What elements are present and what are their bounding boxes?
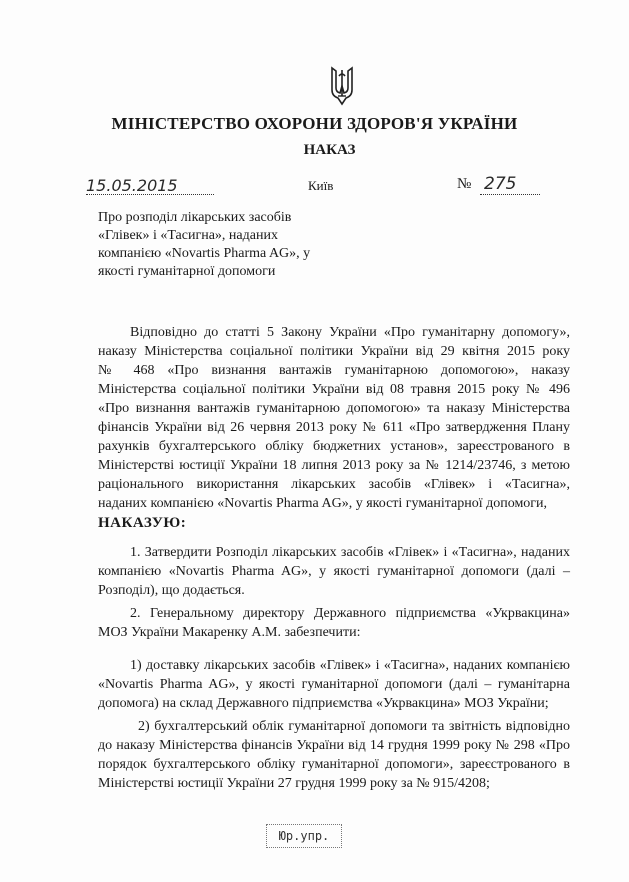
trident-emblem-icon	[329, 66, 355, 106]
order-city: Київ	[308, 178, 334, 193]
item-line: компанією «Novartis Pharma AG», у якості гуманітарної допомоги (далі –	[98, 564, 570, 579]
item-2	[98, 604, 570, 642]
intro-line: раціонального використання лікарських засобів «Глівек» і «Тасигна»,	[98, 477, 570, 492]
intro-line: № 468 «Про визнання вантажів гуманітарною допомогою», наказу	[98, 363, 570, 378]
item-line: 1) доставку лікарських засобів «Глівек» і «Тасигна», наданих компанією	[130, 658, 570, 673]
date-underline	[86, 194, 214, 195]
subject-line: компанією «Novartis Pharma AG», у	[98, 246, 311, 261]
subject-line: «Глівек» і «Тасигна», наданих	[98, 228, 278, 243]
item-line: до наказу Міністерства фінансів України від 14 грудня 1999 року № 298 «Про	[98, 738, 570, 753]
intro-paragraph	[98, 323, 570, 513]
intro-line: наданих компанією «Novartis Pharma AG», у якості гуманітарної допомоги,	[98, 496, 548, 511]
order-subject	[98, 209, 358, 281]
item-line: 2) бухгалтерський облік гуманітарної допомоги та звітність відповідно	[138, 719, 570, 734]
intro-line: Міністерстві юстиції України 18 липня 2013 року за № 1214/23746, з метою	[98, 458, 570, 473]
subject-line: Про розподіл лікарських засобів	[98, 210, 292, 225]
item-2-2	[98, 717, 570, 793]
item-line: Розподіл), що додається.	[98, 583, 245, 598]
intro-line: Відповідно до статті 5 Закону України «Про гуманітарну допомогу»,	[130, 325, 570, 340]
item-line: «Novartis Pharma AG», у якості гуманітарної допомоги (далі – гуманітарна	[98, 677, 570, 692]
intro-line: рахунків бухгалтерського обліку бюджетних установ», зареєстрованого в	[98, 439, 570, 454]
number-underline	[480, 194, 540, 195]
number-label: №	[457, 176, 472, 192]
item-line: допомога) на склад Державного підприємства «Укрвакцина» МОЗ України;	[98, 696, 549, 711]
item-1	[98, 543, 570, 600]
item-line: 2. Генеральному директору Державного підприємства «Укрвакцина»	[130, 606, 570, 621]
intro-line: наказу Міністерства соціальної політики України від 29 квітня 2015 року	[98, 344, 570, 359]
order-number: 275	[484, 174, 517, 194]
intro-line: Міністерства соціальної політики України від 08 травня 2015 року № 496	[98, 382, 570, 397]
order-date: 15.05.2015	[86, 176, 178, 195]
item-line: Міністерстві юстиції України 27 грудня 1999 року за № 915/4208;	[98, 776, 490, 791]
item-line: порядок бухгалтерського обліку гуманітарної допомоги», зареєстрованого в	[98, 757, 570, 772]
subject-line: якості гуманітарної допомоги	[98, 264, 276, 279]
item-line: МОЗ України Макаренку А.М. забезпечити:	[98, 625, 361, 640]
legal-dept-stamp: Юр.упр.	[266, 824, 342, 848]
item-line: 1. Затвердити Розподіл лікарських засобів «Глівек» і «Тасигна», наданих	[130, 545, 570, 560]
item-2-1	[98, 656, 570, 713]
intro-line: «Про визнання вантажів гуманітарною допомогою» та наказу Міністерства	[98, 401, 570, 416]
ministry-title: МІНІСТЕРСТВО ОХОРОНИ ЗДОРОВ'Я УКРАЇНИ	[111, 114, 518, 133]
document-type: НАКАЗ	[303, 142, 356, 158]
intro-line: фінансів України від 26 червня 2013 року № 611 «Про затвердження Плану	[98, 420, 570, 435]
order-directive: НАКАЗУЮ:	[98, 515, 187, 531]
